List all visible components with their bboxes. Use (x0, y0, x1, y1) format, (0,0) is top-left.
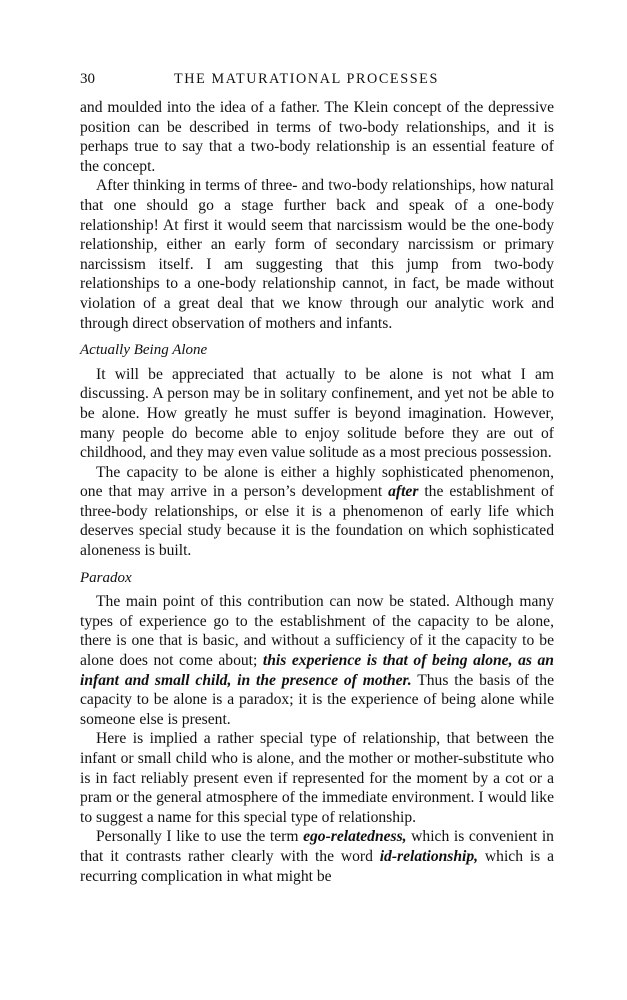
text-run: which is a recurring complication in what might be (80, 847, 554, 885)
paragraph (80, 827, 554, 886)
paragraph: Here is implied a rather special type of relationship, that between the infant or small child who is alone, and the mother or mother-substitute who is in fact reliably present even if represented for the moment by a cot or a pram or the general atmosphere of the immediate environment. I would like to suggest a name for this special type of relationship. (80, 730, 554, 826)
text-run: which is convenient in that it contrasts rather clearly with the word (80, 828, 554, 865)
emphasis: after (388, 483, 419, 501)
section-heading: Paradox (80, 569, 132, 586)
page-number: 30 (80, 71, 95, 87)
text-run: the establishment of three-body relationships, or else it is a phenomenon of early life which deserves special study because it is the foundation on which sophisticated aloneness is built. (80, 483, 554, 560)
paragraph (80, 592, 554, 729)
paragraph (80, 463, 554, 561)
emphasis: ego-relatedness, (303, 828, 407, 846)
running-head: THE MATURATIONAL PROCESSES (174, 71, 439, 87)
paragraph: and moulded into the idea of a father. The Klein concept of the depressive position can be described in terms of two-body relationships, and it is perhaps true to say that a two-body relationship is an essential feature of the concept. (80, 99, 554, 175)
paragraph: It will be appreciated that actually to be alone is not what I am discussing. A person may be in solitary confinement, and yet not be able to be alone. How greatly he must suffer is beyond imagination. However, many people do become able to enjoy solitude before they are out of childhood, and they may even value solitude as a most precious possession. (80, 365, 554, 462)
text-run: Thus the basis of the capacity to be alone is a paradox; it is the experience of being alone while someone else is present. (80, 671, 554, 728)
text-run: Personally I like to use the term (96, 828, 304, 846)
paragraph: After thinking in terms of three- and two-body relationships, how natural that one should go a stage further back and speak of a one-body relationship! At first it would seem that narcissism would be the one-body relationship, either an early form of secondary narcissism or primary narcissism itself. I am suggesting that this jump from two-body relationships to a one-body relationship cannot, in fact, be made without violation of a great deal that we know through our analytic work and through direct observation of mothers and infants. (80, 177, 554, 332)
text-run: The capacity to be alone is either a highly sophisticated phenomenon, one that may arrive in a person’s development (80, 463, 554, 501)
section-heading: Actually Being Alone (80, 342, 208, 359)
book-page (80, 70, 554, 886)
emphasis: this experience is that of being alone, as an infant and small child, in the presence of mother. (80, 652, 554, 689)
emphasis: id-relationship, (379, 847, 479, 865)
text-run: The main point of this contribution can now be stated. Although many types of experience go to the establishment of the capacity to be alone, there is one that is basic, and without a sufficiency of it the capacity to be alone does not come about; (80, 593, 554, 670)
page-header (80, 70, 554, 92)
